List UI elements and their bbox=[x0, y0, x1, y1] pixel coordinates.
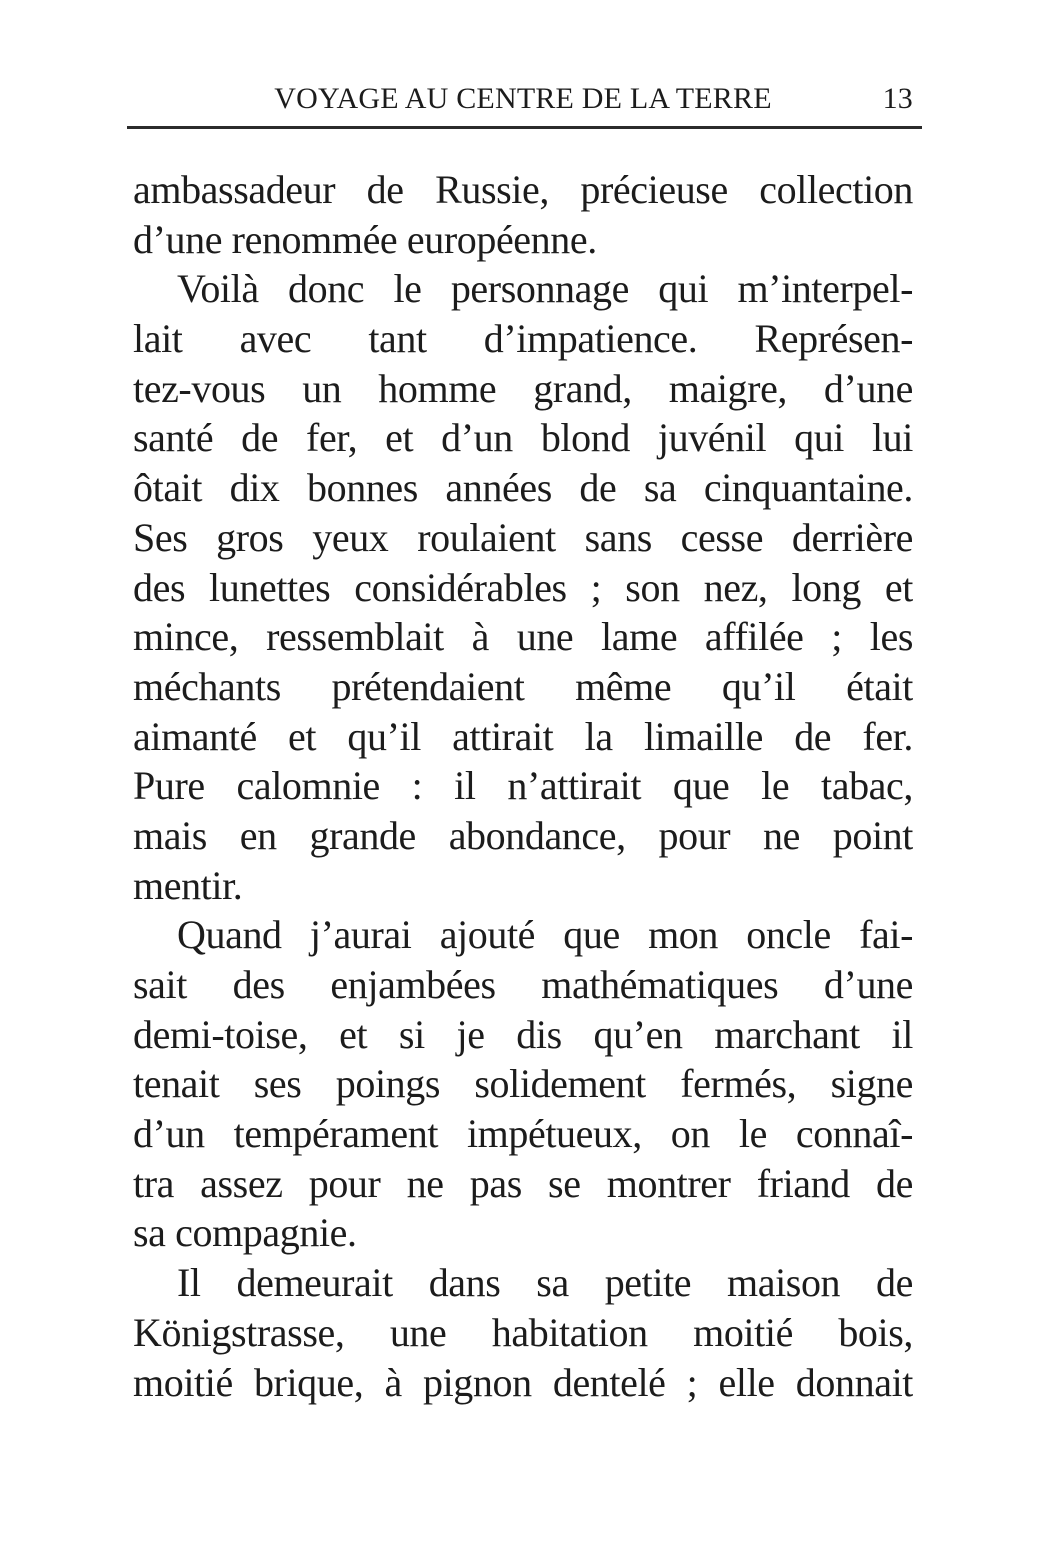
text-line: aimanté et qu’il attirait la limaille de fer. bbox=[133, 713, 913, 759]
text-line: Voilà donc le personnage qui m’interpel- bbox=[177, 266, 913, 312]
text-line: sait des enjambées mathématiques d’une bbox=[133, 962, 913, 1007]
page-body bbox=[133, 165, 913, 1407]
text-line: ambassadeur de Russie, précieuse collection bbox=[133, 167, 913, 212]
text-line: Il demeurait dans sa petite maison de bbox=[177, 1260, 913, 1306]
text-line: Königstrasse, une habitation moitié bois, bbox=[133, 1309, 913, 1355]
text-line: tra assez pour ne pas se montrer friand de bbox=[133, 1160, 913, 1206]
text-line: demi-toise, et si je dis qu’en marchant il bbox=[133, 1011, 913, 1057]
running-title: VOYAGE AU CENTRE DE LA TERRE bbox=[274, 82, 772, 115]
text-line: mais en grande abondance, pour ne point bbox=[133, 812, 913, 858]
text-line: mince, ressemblait à une lame affilée ; les bbox=[133, 614, 913, 660]
text-line: lait avec tant d’impatience. Représen- bbox=[133, 316, 913, 362]
text-line: d’un tempérament impétueux, on le connaî- bbox=[133, 1111, 913, 1157]
text-line: moitié brique, à pignon dentelé ; elle donnait bbox=[133, 1359, 913, 1405]
page-number: 13 bbox=[882, 82, 913, 115]
text-line: sa compagnie. bbox=[133, 1210, 357, 1256]
text-line: ôtait dix bonnes années de sa cinquantaine. bbox=[133, 465, 913, 511]
text-line: tez-vous un homme grand, maigre, d’une bbox=[133, 365, 913, 411]
text-line: Quand j’aurai ajouté que mon oncle fai- bbox=[177, 912, 913, 958]
text-line: Pure calomnie : il n’attirait que le tabac, bbox=[133, 763, 913, 809]
text-line: mentir. bbox=[133, 862, 243, 908]
text-line: méchants prétendaient même qu’il était bbox=[133, 663, 913, 709]
header-rule bbox=[127, 126, 922, 129]
text-line: Ses gros yeux roulaient sans cesse derrière bbox=[133, 514, 913, 560]
text-line: santé de fer, et d’un blond juvénil qui lui bbox=[133, 415, 913, 461]
text-line: des lunettes considérables ; son nez, long et bbox=[133, 564, 913, 610]
page-header bbox=[133, 82, 913, 116]
text-line: d’une renommée européenne. bbox=[133, 216, 597, 262]
text-line: tenait ses poings solidement fermés, signe bbox=[133, 1061, 913, 1107]
